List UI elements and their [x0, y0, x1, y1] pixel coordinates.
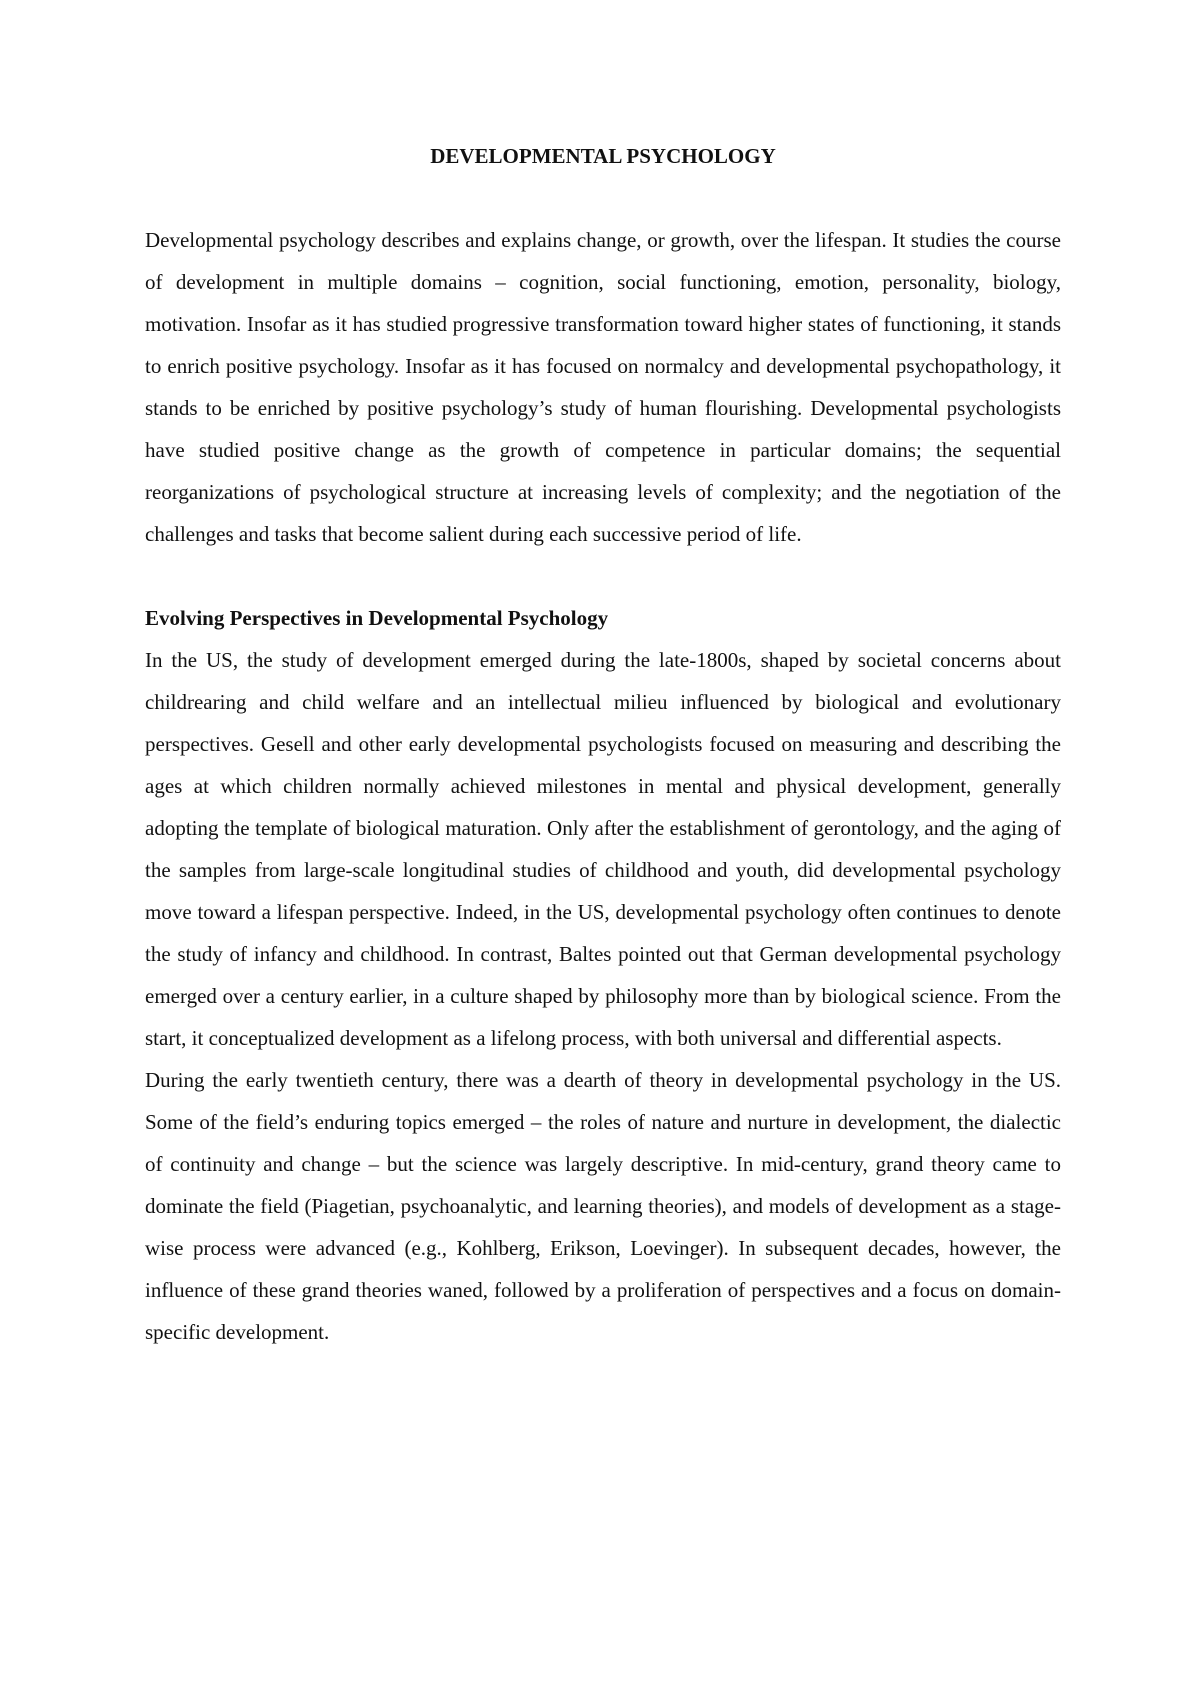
document-title: DEVELOPMENTAL PSYCHOLOGY [430, 144, 776, 168]
section-paragraph-2: During the early twentieth century, there was a dearth of theory in developmental psychology in the US. Some of the field’s enduring topics emerged – the roles of nature and nurture in development, the dialectic of continuity and change – but the science was largely descriptive. In mid-century, grand theory came to dominate the field (Piagetian, psychoanalytic, and learning theories), and models of development as a stage-wise process were advanced (e.g., Kohlberg, Erikson, Loevinger). In subsequent decades, however, the influence of these grand theories waned, followed by a proliferation of perspectives and a focus on domain-specific development. [145, 1068, 1061, 1344]
section-paragraph-1: In the US, the study of development emerged during the late-1800s, shaped by societal concerns about childrearing and child welfare and an intellectual milieu influenced by biological and evolutionary perspectives. Gesell and other early developmental psychologists focused on measuring and describing the ages at which children normally achieved milestones in mental and physical development, generally adopting the template of biological maturation. Only after the establishment of gerontology, and the aging of the samples from large-scale longitudinal studies of childhood and youth, did developmental psychology move toward a lifespan perspective. Indeed, in the US, developmental psychology often continues to denote the study of infancy and childhood. In contrast, Baltes pointed out that German developmental psychology emerged over a century earlier, in a culture shaped by philosophy more than by biological science. From the start, it conceptualized development as a lifelong process, with both universal and differential aspects. [145, 648, 1061, 1050]
section-heading: Evolving Perspectives in Developmental Psychology [145, 606, 609, 630]
document-body [145, 135, 1061, 1353]
intro-paragraph: Developmental psychology describes and explains change, or growth, over the lifespan. It studies the course of development in multiple domains – cognition, social functioning, emotion, personality, biology, motivation. Insofar as it has studied progressive transformation toward higher states of functioning, it stands to enrich positive psychology. Insofar as it has focused on normalcy and developmental psychopathology, it stands to be enriched by positive psychology’s study of human flourishing. Developmental psychologists have studied positive change as the growth of competence in particular domains; the sequential reorganizations of psychological structure at increasing levels of complexity; and the negotiation of the challenges and tasks that become salient during each successive period of life. [145, 228, 1061, 546]
